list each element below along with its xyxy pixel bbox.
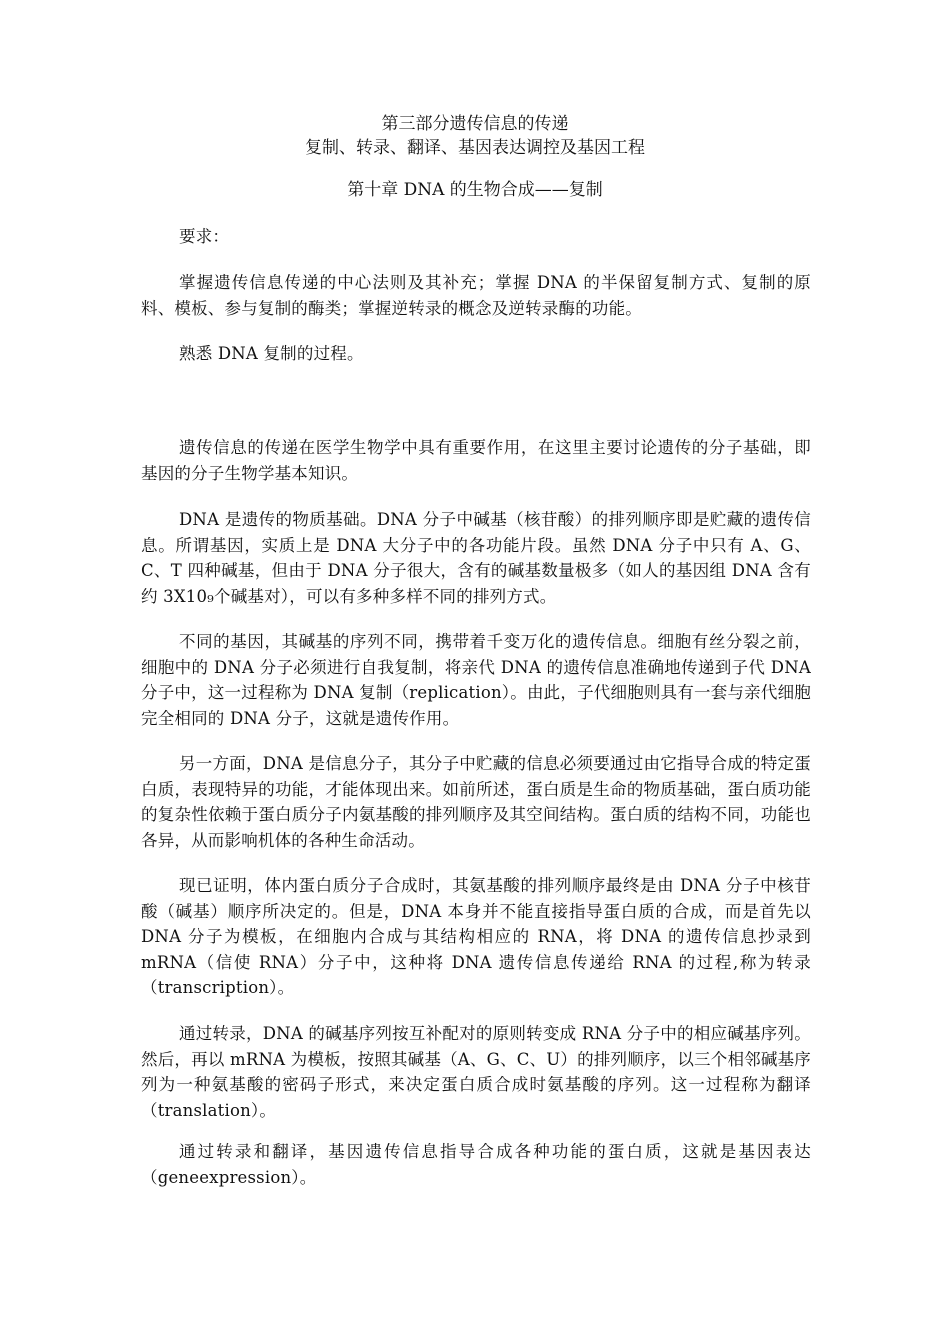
paragraph-2: DNA 是遗传的物质基础。DNA 分子中碱基（核苷酸）的排列顺序即是贮藏的遗传信息。所谓基因，实质上是 DNA 大分子中的各功能片段。虽然 DNA 分子中只有 A、G、C、T 四种碱基，但由于 DNA 分子很大，含有的碱基数量极多（如人的基因组 DNA 含有约 3X10₉个碱基对），可以有多种多样不同的排列方式。 — [141, 510, 811, 606]
paragraph-1: 遗传信息的传递在医学生物学中具有重要作用，在这里主要讨论遗传的分子基础，即基因的分子生物学基本知识。 — [141, 438, 811, 483]
requirements-label: 要求： — [179, 227, 230, 246]
paragraph-4: 另一方面，DNA 是信息分子，其分子中贮藏的信息必须要通过由它指导合成的特定蛋白质，表现特异的功能，才能体现出来。如前所述，蛋白质是生命的物质基础，蛋白质功能的复杂性依赖于蛋白质分子内氨基酸的排列顺序及其空间结构。蛋白质的结构不同，功能也各异，从而影响机体的各种生命活动。 — [141, 754, 811, 850]
paragraph-3: 不同的基因，其碱基的序列不同，携带着千变万化的遗传信息。细胞有丝分裂之前，细胞中的 DNA 分子必须进行自我复制，将亲代 DNA 的遗传信息准确地传递到子代 DNA 分子中，这一过程称为 DNA 复制（replication）。由此，子代细胞则具有一套与亲代细胞完全相同的 DNA 分子，这就是遗传作用。 — [141, 632, 811, 728]
part-subtitle: 复制、转录、翻译、基因表达调控及基因工程 — [305, 138, 645, 158]
part-title: 第三部分遗传信息的传递 — [381, 114, 569, 134]
requirements-master: 掌握遗传信息传递的中心法则及其补充；掌握 DNA 的半保留复制方式、复制的原料、模板、参与复制的酶类；掌握逆转录的概念及逆转录酶的功能。 — [141, 273, 811, 318]
requirements-familiar: 熟悉 DNA 复制的过程。 — [179, 344, 364, 363]
chapter-title: 第十章 DNA 的生物合成——复制 — [347, 180, 603, 200]
paragraph-6: 通过转录，DNA 的碱基序列按互补配对的原则转变成 RNA 分子中的相应碱基序列。然后，再以 mRNA 为模板，按照其碱基（A、G、C、U）的排列顺序，以三个相邻碱基序列为一种氨基酸的密码子形式，来决定蛋白质合成时氨基酸的序列。这一过程称为翻译（translation）。 — [141, 1024, 811, 1120]
paragraph-7: 通过转录和翻译，基因遗传信息指导合成各种功能的蛋白质，这就是基因表达（geneexpression）。 — [141, 1142, 811, 1187]
paragraph-5: 现已证明，体内蛋白质分子合成时，其氨基酸的排列顺序最终是由 DNA 分子中核苷酸（碱基）顺序所决定的。但是，DNA 本身并不能直接指导蛋白质的合成，而是首先以 DNA 分子为模板，在细胞内合成与其结构相应的 RNA，将 DNA 的遗传信息抄录到 mRNA（信使 RNA）分子中，这种将 DNA 遗传信息传递给 RNA 的过程,称为转录（transcription）。 — [141, 876, 811, 998]
